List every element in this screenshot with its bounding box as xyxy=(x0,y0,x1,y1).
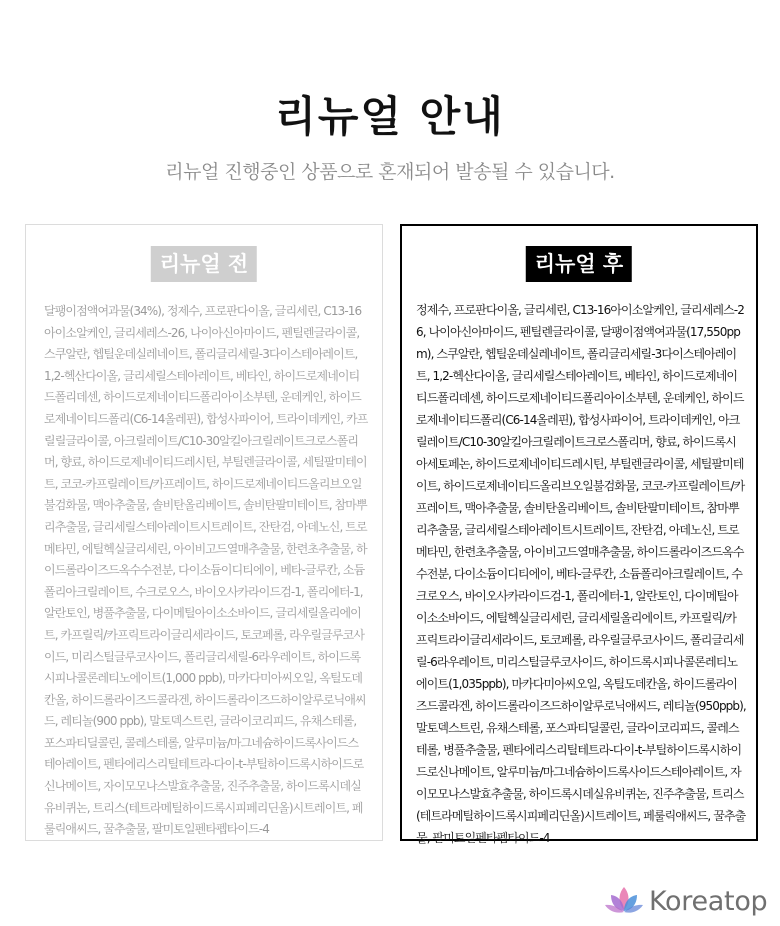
lotus-icon xyxy=(603,885,645,917)
after-ingredients-list: 정제수, 프로판다이올, 글리세린, C13-16아이소알케인, 글리세레스-26, 나이아신아마이드, 펜틸렌글라이콜, 달팽이점액여과물(17,550ppm), 스쿠알란, 헵틸운데실레네이트, 폴리글리세릴-3다이스테아레이트, 1,2-헥산다이올, 글리세릴스테아레이트, 베타인, 하이드로제네이티드폴리데센, 하이드로제네이티드폴리아이소부텐, 운데케인, 하이드로제네이티드폴리(C6-14올레핀), 합성사파이어, 트라이데케인, 아크릴레이트/C10-30알킬아크릴레이트크로스폴리머, 향료, 하이드록시아세토페논, 하이드로제네이티드레시틴, 부틸렌글라이콜, 세틸팔미테이트, 하이드로제네이티드올리브오일불검화물, 코코-카프릴레이트/카프레이트, 맥아추출물, 솔비탄올리베이트, 솔비탄팔미테이트, 참마뿌리추출물, 글리세릴스테아레이트시트레이트, 잔탄검, 아데노신, 트로메타민, 한련초추출물, 아이비고드열매추출물, 하이드롤라이즈드옥수수전분, 다이소듐이디티에이, 베타-글루칸, 소듐폴리아크릴레이트, 수크로오스, 바이오사카라이드검-1, 폴리에터-1, 알란토인, 다이메틸아이소소바이드, 에틸헥실글리세린, 글리세릴올리에이트, 카프릴릭/카프릭트라이글리세라이드, 토코페롤, 라우릴글루코사이드, 폴리글리세릴-6라우레이트, 미리스틸글루코사이드, 하이드록시피나콜론레티노에이트(1,035ppb), 마카다미아씨오일, 옥틸도데칸올, 하이드롤라이즈드콜라겐, 하이드롤라이즈드하이알루로닉애씨드, 레티놀(950ppb), 말토덱스트린, 유채스테롤, 포스파티딜콜린, 글라이코리피드, 콜레스테롤, 병풀추출물, 펜타에리스리틸테트라-다이-t-부틸하이드록시하이드로신나메이트, 알루미늄/마그네슘하이드록사이드스테아레이트, 자이모모나스발효추출물, 하이드록시데실유비퀴논, 진주추출물, 트리스(테트라메틸하이드록시피페리딘올)시트레이트, 페룰릭애씨드, 꿀추출물, 팔미토일펜타펩타이드-4 xyxy=(416,303,746,845)
before-renewal-badge: 리뉴얼 전 xyxy=(151,246,257,282)
page-subtitle: 리뉴얼 진행중인 상품으로 혼재되어 발송될 수 있습니다. xyxy=(165,161,615,183)
brand-name: Koreatop xyxy=(649,885,768,917)
after-renewal-badge: 리뉴얼 후 xyxy=(526,246,632,282)
before-ingredients-list: 달팽이점액여과물(34%), 정제수, 프로판다이올, 글리세린, C13-16아이소알케인, 글리세레스-26, 나이아신아마이드, 펜틸렌글라이콜, 스쿠알란, 헵틸운데실레네이트, 폴리글리세릴-3다이스테아레이트, 1,2-헥산다이올, 글리세릴스테아레이트, 베타인, 하이드로제네이티드폴리데센, 하이드로제네이티드폴리아이소부텐, 운데케인, 하이드로제네이티드폴리(C6-14올레핀), 합성사파이어, 트라이데케인, 카프릴릴글라이콜, 아크릴레이트/C10-30알킬아크릴레이트크로스폴리머, 향료, 하이드로제네이티드레시틴, 부틸렌글라이콜, 세틸팔미테이트, 코코-카프릴레이트/카프레이트, 하이드로제네이티드올리브오일불검화물, 맥아추출물, 솔비탄올리베이트, 솔비탄팔미테이트, 참마뿌리추출물, 글리세릴스테아레이트시트레이트, 잔탄검, 아데노신, 트로메타민, 에틸헥실글리세린, 아이비고드열매추출물, 한련초추출물, 하이드롤라이즈드옥수수전분, 다이소듐이디티에이, 베타-글루칸, 소듐폴리아크릴레이트, 수크로오스, 바이오사카라이드검-1, 폴리에터-1, 알란토인, 병풀추출물, 다이메틸아이소소바이드, 글리세릴올리에이트, 카프릴릭/카프릭트라이글리세라이드, 토코페롤, 라우릴글루코사이드, 미리스틸글루코사이드, 폴리글리세릴-6라우레이트, 하이드록시피나콜론레티노에이트(1,000 ppb), 마카다미아씨오일, 옥틸도데칸올, 하이드롤라이즈드콜라겐, 하이드롤라이즈드하이알루로닉애씨드, 레티놀(900 ppb), 말토덱스트린, 글라이코리피드, 유채스테롤, 포스파티딜콜린, 콜레스테롤, 알루미늄/마그네슘하이드록사이드스테아레이트, 펜타에리스리틸테트라-다이-t-부틸하이드록시하이드로신나메이트, 자이모모나스발효추출물, 진주추출물, 하이드록시데실유비퀴논, 트리스(테트라메틸하이드록시피페리딘올)시트레이트, 페룰릭애씨드, 꿀추출물, 팔미토일펜타펩타이드-4 xyxy=(44,304,368,837)
page-title: 리뉴얼 안내 xyxy=(275,92,505,141)
after-renewal-panel xyxy=(400,224,758,845)
before-renewal-panel xyxy=(25,224,383,841)
brand-logo xyxy=(603,883,767,919)
